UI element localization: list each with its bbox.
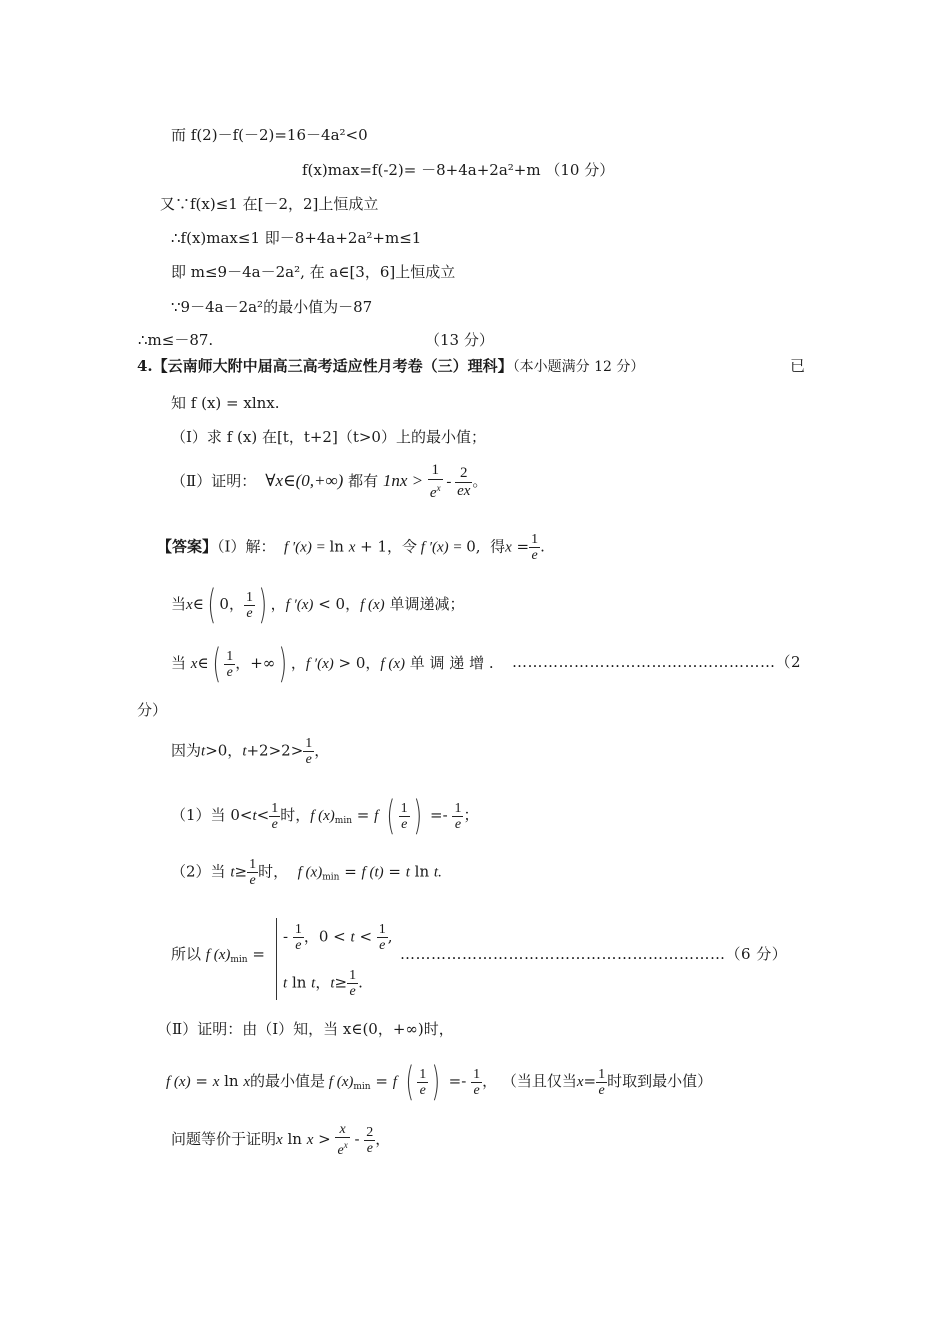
line-4: ∴f(x)max≤1 即－8+4a+2a²+m≤1: [171, 229, 422, 247]
part2-intro: （Ⅱ）证明：由（Ⅰ）知，当 x∈(0，+∞)时，: [157, 1020, 454, 1038]
piecewise-case-2: t ln t，t≥ $\frac{1}{e}$ .: [283, 968, 363, 999]
line-6: ∵9－4a－2a²的最小值为－87: [171, 298, 373, 316]
case-2: （2）当 t≥ $\frac{1}{e}$ 时， f $(x)_{min} = f$ (t) = t ln t.: [171, 857, 442, 888]
problem-tail: 已: [790, 357, 806, 375]
answer-label: 【答案】: [157, 537, 218, 556]
part2-equiv: 问题等价于证明x ln x > $\frac{x}{e^x}$ - $\frac{2}{e}$ ，: [171, 1122, 391, 1158]
problem-source: 【云南师大附中届高三高考适应性月考卷（三）理科】: [152, 357, 513, 375]
score-note: （本小题满分 12 分）: [512, 359, 645, 375]
answer-line-1: 【答案】（Ⅰ）解： f ′(x) = ln x + 1，令 f ′(x) = 0, 得x = $\frac{1}{e}$ .: [157, 532, 545, 563]
problem-header: [137, 359, 644, 374]
line-5: 即 m≤9－4a－2a², 在 a∈[3，6]上恒成立: [171, 263, 456, 281]
line-1: 而 f(2)－f(－2)=16－4a²<0: [171, 126, 368, 144]
piecewise-label: 所以 f $(x)_{min}$ =: [171, 945, 265, 965]
line-2: f(x)max=f(-2)= －8+4a+2a²+m （10 分）: [302, 161, 615, 179]
piecewise-brace: [276, 918, 277, 1000]
because-line: 因为t>0，t+2>2> $\frac{1}{e}$ ，: [171, 736, 330, 767]
case-1: （1）当 0<t< $\frac{1}{e}$ 时，f $(x)_{min} = f$ ( $\frac{1}{e}$ ) =- $\frac{1}{e}$ ；: [171, 793, 479, 839]
line-7-score: （13 分）: [425, 331, 494, 349]
problem-number: 4.: [137, 357, 153, 375]
fen-wrap: 分）: [137, 701, 168, 719]
leader-6-points: ………………………………………………………（6 分）: [400, 945, 788, 963]
problem-given: 知 f (x) = xlnx.: [171, 394, 280, 412]
piecewise-case-1: - $\frac{1}{e}$ ，0 < t < $\frac{1}{e}$ ,: [283, 922, 393, 953]
line-7: ∴m≤－87.: [138, 331, 214, 349]
line-3: 又∵f(x)≤1 在[－2，2]上恒成立: [160, 195, 379, 213]
problem-part2: （Ⅱ）证明： ∀x∈(0,+∞) 都有 1nx > $\frac{1}{e^x}$ - $\frac{2}{ex}$ 。: [171, 462, 488, 501]
problem-part1: （I）求 f (x) 在[t，t+2]（t>0）上的最小值；: [171, 428, 486, 446]
answer-increasing: 当 x∈( $\frac{1}{e}$ ，+∞) ，f ′(x) > 0，f (x) 单 调 递 增 .: [171, 641, 494, 687]
leader-2-points: ……………………………………………（2: [512, 653, 802, 671]
answer-decreasing: 当x∈( 0， $\frac{1}{e}$ ) ，f ′(x) < 0，f (x) 单调递减；: [171, 582, 465, 628]
part2-min: f (x) = x ln x的最小值是 f $(x)_{min} = f$ ( $\frac{1}{e}$ ) =- $\frac{1}{e}$ ， （当且仅当x= $\frac{1}{e}$ 时取到最小值）: [166, 1059, 713, 1105]
